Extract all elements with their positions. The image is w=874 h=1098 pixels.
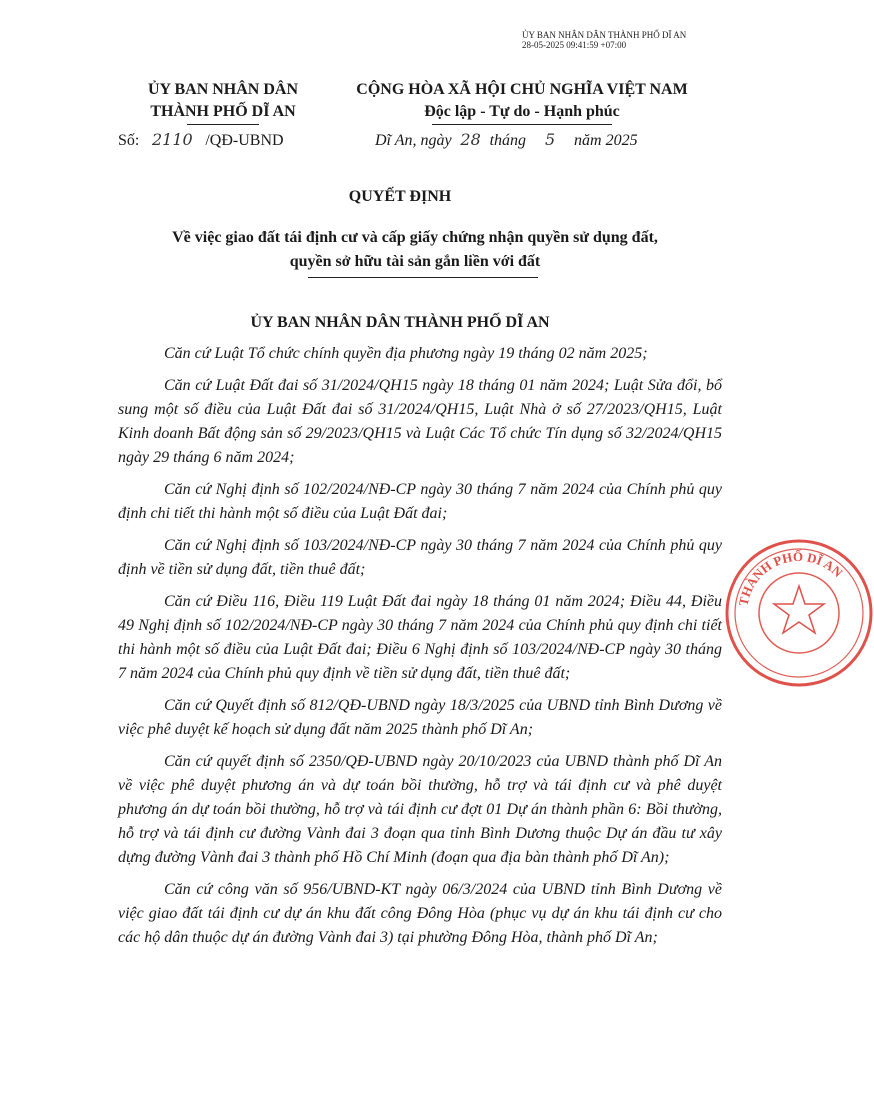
- doc-number-suffix: /QĐ-UBND: [205, 132, 284, 149]
- document-title: QUYẾT ĐỊNH: [348, 188, 452, 205]
- document-body: [118, 342, 722, 958]
- agency-underline: [187, 124, 259, 125]
- paragraph: Căn cứ Nghị định số 103/2024/NĐ-CP ngày 30 tháng 7 năm 2024 của Chính phủ quy định về tiền sử dụng đất, tiền thuê đất;: [118, 537, 722, 578]
- doc-number-handwritten: 2110: [151, 130, 193, 149]
- date-month-label: tháng: [489, 132, 527, 149]
- place-and-date: [375, 130, 638, 150]
- date-month: 5: [544, 130, 556, 149]
- paragraph: Căn cứ Luật Tổ chức chính quyền địa phương ngày 19 tháng 02 năm 2025;: [164, 345, 648, 362]
- agency-line-1: ỦY BAN NHÂN DÂN: [147, 81, 299, 98]
- agency-line-2: THÀNH PHỐ DĨ AN: [150, 103, 296, 120]
- doc-number-prefix: Số:: [118, 132, 140, 149]
- paragraph: Căn cứ Nghị định số 102/2024/NĐ-CP ngày 30 tháng 7 năm 2024 của Chính phủ quy định chi tiết thi hành một số điều của Luật Đất đai;: [118, 481, 722, 522]
- paragraph: Căn cứ Luật Đất đai số 31/2024/QH15 ngày 18 tháng 01 năm 2024; Luật Sửa đổi, bổ sung một số điều của Luật Đất đai số 31/2024/QH15, Luật Nhà ở số 27/2023/QH15, Luật Kinh doanh Bất động sản số 29/2023/QH15 và Luật Các Tổ chức Tín dụng số 32/2024/QH15 ngày 29 tháng 6 năm 2024;: [118, 377, 722, 466]
- document-subject: [120, 226, 710, 274]
- motto-underline: [432, 124, 612, 125]
- official-seal-icon: [724, 538, 874, 688]
- date-day: 28: [460, 130, 481, 149]
- paragraph: Căn cứ Điều 116, Điều 119 Luật Đất đai ngày 18 tháng 01 năm 2024; Điều 44, Điều 49 Nghị định số 102/2024/NĐ-CP ngày 30 tháng 7 năm 2024 của Chính phủ quy định chi tiết thi hành một số điều của Luật Đất đai; Điều 6 Nghị định số 103/2024/NĐ-CP ngày 30 tháng 7 năm 2024 của Chính phủ quy định về tiền sử dụng đất, tiền thuê đất;: [118, 593, 722, 682]
- document-number: [118, 130, 284, 150]
- paragraph: Căn cứ công văn số 956/UBND-KT ngày 06/3/2024 của UBND tỉnh Bình Dương về việc giao đất tái định cư dự án khu đất công Đông Hòa (phục vụ dự án khu tái định cư cho các hộ dân thuộc dự án đường Vành đai 3) tại phường Đông Hòa, thành phố Dĩ An;: [118, 881, 722, 946]
- subject-line-1: Về việc giao đất tái định cư và cấp giấy chứng nhận quyền sử dụng đất,: [172, 229, 658, 246]
- seal-text: THÀNH PHỐ DĨ AN: [735, 548, 846, 608]
- date-year: năm 2025: [574, 132, 638, 149]
- national-header: [322, 79, 722, 125]
- signature-timestamp: 28-05-2025 09:41:59 +07:00: [522, 40, 627, 50]
- paragraph: Căn cứ Quyết định số 812/QĐ-UBND ngày 18/3/2025 của UBND tỉnh Bình Dương về việc phê duyệt kế hoạch sử dụng đất năm 2025 thành phố Dĩ An;: [118, 697, 722, 738]
- digital-signature-stamp: [522, 30, 722, 50]
- subject-underline: [308, 277, 538, 278]
- date-place: Dĩ An, ngày: [375, 132, 452, 149]
- issuing-authority: ỦY BAN NHÂN DÂN THÀNH PHỐ DĨ AN: [250, 314, 550, 331]
- agency-header: [108, 79, 338, 125]
- signature-agency: ỦY BAN NHÂN DÂN THÀNH PHỐ DĨ AN: [522, 30, 687, 40]
- paragraph: Căn cứ quyết định số 2350/QĐ-UBND ngày 20/10/2023 của UBND thành phố Dĩ An về việc phê duyệt phương án và dự toán bồi thường, hỗ trợ và tái định cư và phê duyệt phương án dự toán bồi thường, hỗ trợ và tái định cư đợt 01 Dự án thành phần 6: Bồi thường, hỗ trợ và tái định cư đường Vành đai 3 đoạn qua tỉnh Bình Dương thuộc Dự án đầu tư xây dựng đường Vành đai 3 thành phố Hồ Chí Minh (đoạn qua địa bàn thành phố Dĩ An);: [118, 753, 722, 866]
- nation-name: CỘNG HÒA XÃ HỘI CHỦ NGHĨA VIỆT NAM: [356, 81, 688, 98]
- national-motto: Độc lập - Tự do - Hạnh phúc: [424, 103, 620, 120]
- subject-line-2: quyền sở hữu tài sản gắn liền với đất: [289, 253, 541, 270]
